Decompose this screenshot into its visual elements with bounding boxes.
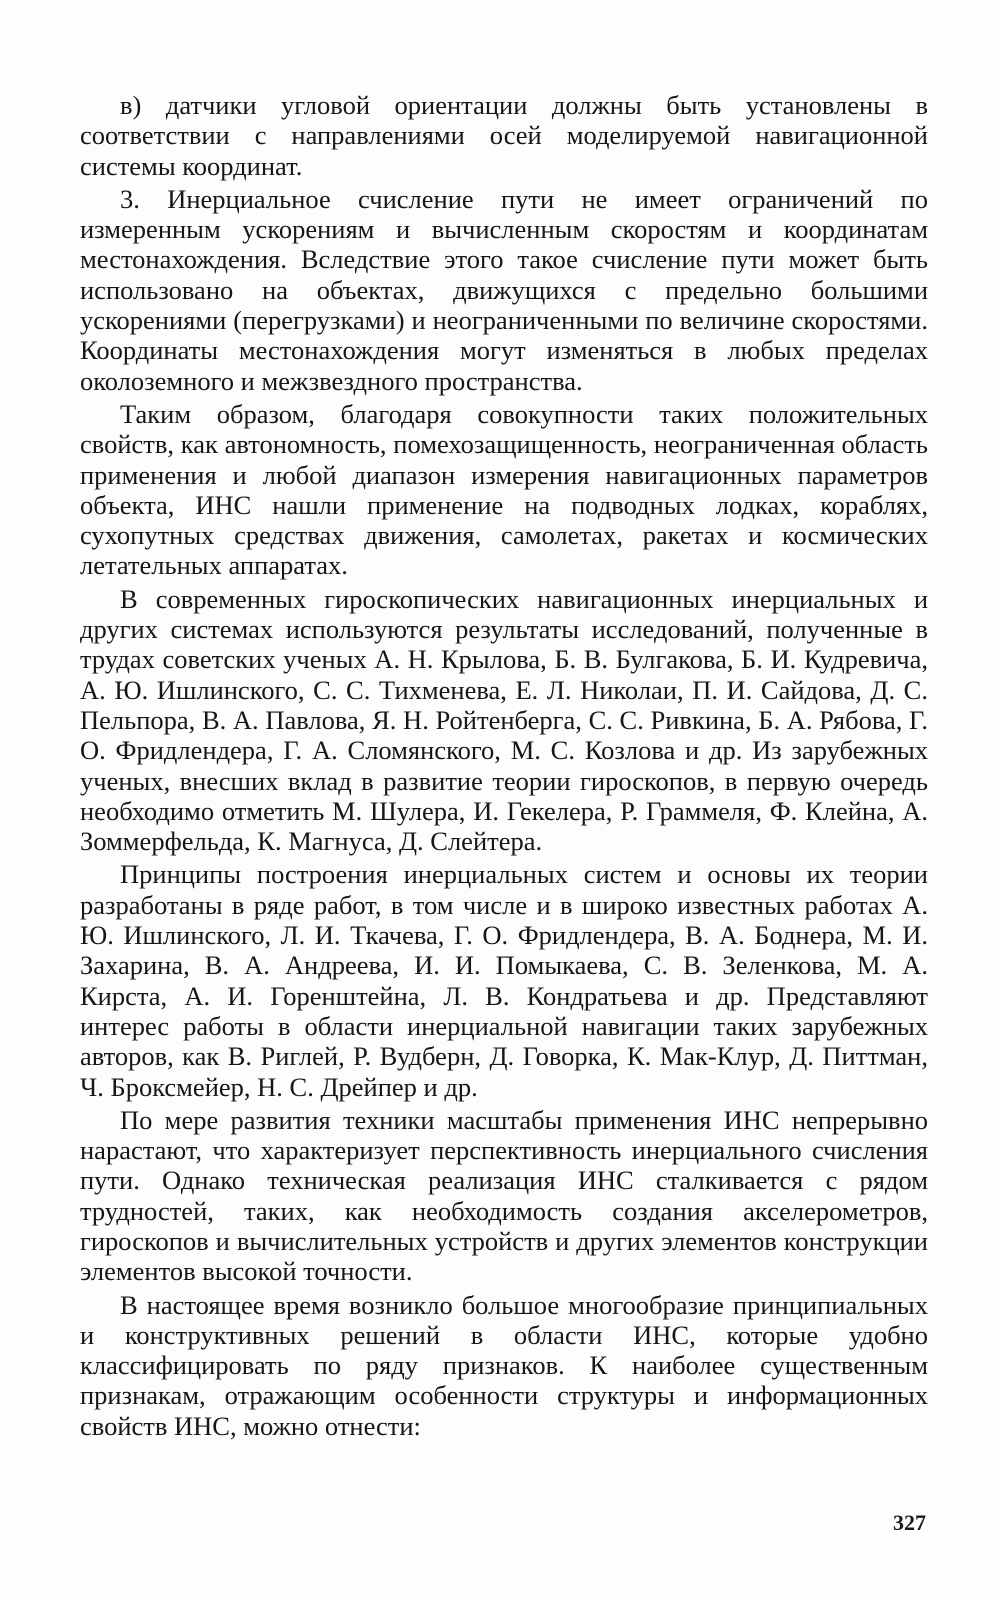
paragraph-design-principles: Принципы построения инерциальных систем и основы их теории разработаны в ряде работ, в том числе и в широко известных работах А. Ю. Ишлинского, Л. И. Ткачева, Г. О. Фридлендера, В. А. Боднера, М. И. Захарина, В. А. Андреева, И. И. Помыкаева, С. В. Зеленкова, М. А. Кирста, А. И. Горенштейна, Л. В. Кондратьева и др. Представляют интерес работы в области инерциальной навигации таких зарубежных авторов, как В. Риглей, Р. Вудберн, Д. Говорка, К. Мак-Клур, Д. Питтман, Ч. Броксмейер, Н. С. Дрейпер и др.: [80, 859, 928, 1102]
paragraph-inertial-reckoning: 3. Инерциальное счисление пути не имеет ограничений по измеренным ускорениям и вычисленным скоростям и координатам местонахождения. Вследствие этого такое счисление пути может быть использовано на объектах, движущихся с предельно большими ускорениями (перегрузками) и неограниченными по величине скоростями. Координаты местонахождения могут изменяться в любых пределах околоземного и межзвездного пространства.: [80, 183, 928, 396]
body-text: [80, 90, 928, 1444]
page-number: 327: [893, 1510, 926, 1535]
paragraph-technical-difficulties: По мере развития техники масштабы применения ИНС непрерывно нарастают, что характеризует перспективность инерциального счисления пути. Однако техническая реализация ИНС сталкивается с рядом трудностей, таких, как необходимость создания акселерометров, гироскопов и вычислительных устройств и других элементов конструкции элементов высокой точности.: [80, 1104, 928, 1287]
paragraph-sensors: в) датчики угловой ориентации должны быть установлены в соответствии с направлениями осей моделируемой навигационной системы координат.: [80, 90, 928, 181]
paragraph-ins-properties: Таким образом, благодаря совокупности таких положительных свойств, как автономность, помехозащищенность, неограниченная область применения и любой диапазон измерения навигационных параметров объекта, ИНС нашли применение на подводных лодках, кораблях, сухопутных средствах движения, самолетах, ракетах и космических летательных аппаратах.: [80, 398, 928, 581]
paragraph-soviet-scientists: В современных гироскопических навигационных инерциальных и других системах используются результаты исследований, полученные в трудах советских ученых А. Н. Крылова, Б. В. Булгакова, Б. И. Кудревича, А. Ю. Ишлинского, С. С. Тихменева, Е. Л. Николаи, П. И. Сайдова, Д. С. Пельпора, В. А. Павлова, Я. Н. Ройтенберга, С. С. Ривкина, Б. А. Рябова, Г. О. Фридлендера, Г. А. Сломянского, М. С. Козлова и др. Из зарубежных ученых, внесших вклад в развитие теории гироскопов, в первую очередь необходимо отметить М. Шулера, И. Гекелера, Р. Граммеля, Ф. Клейна, А. Зоммерфельда, К. Магнуса, Д. Слейтера.: [80, 583, 928, 857]
paragraph-classification: В настоящее время возникло большое многообразие принципиальных и конструктивных решений в области ИНС, которые удобно классифицировать по ряду признаков. К наиболее существенным признакам, отражающим особенности структуры и информационных свойств ИНС, можно отнести:: [80, 1289, 928, 1441]
